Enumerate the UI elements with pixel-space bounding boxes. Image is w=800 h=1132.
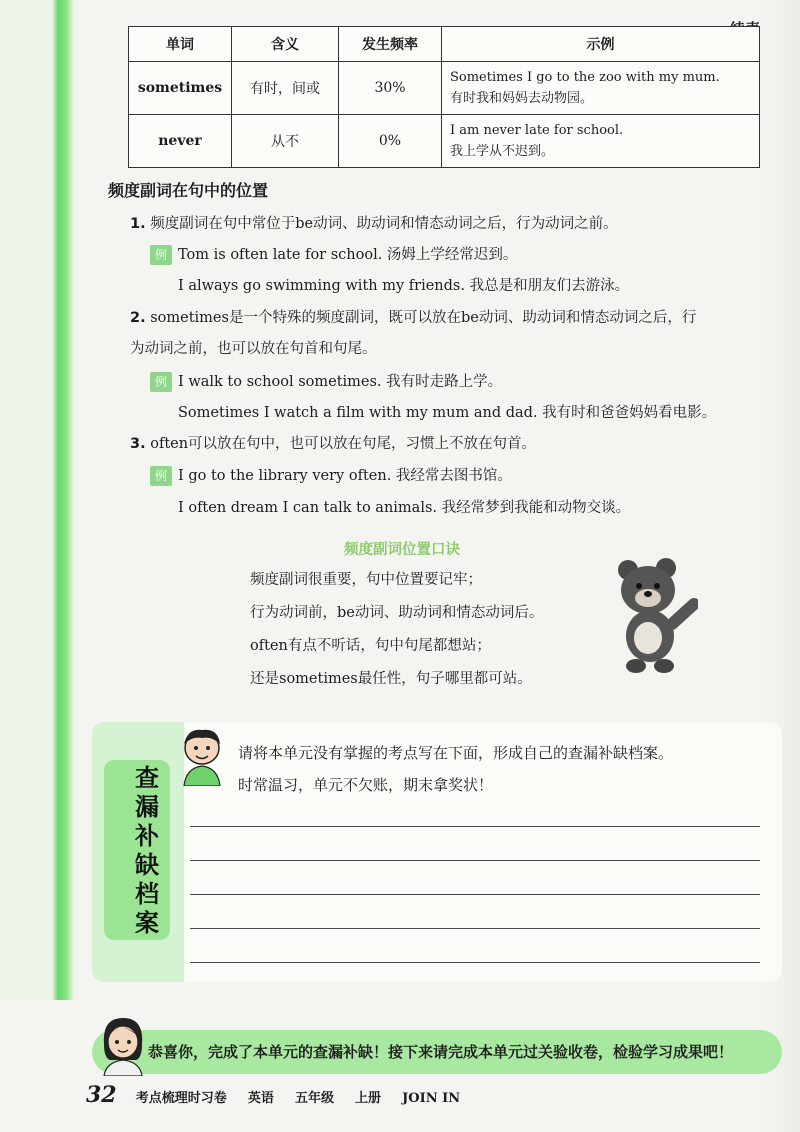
rhyme-title: 频度副词位置口诀 [344,542,460,558]
cell-example [442,62,760,115]
header-meaning: 含义 [232,27,339,62]
cell-example [442,115,760,168]
congrats-text: 恭喜你，完成了本单元的查漏补缺！接下来请完成本单元过关验收卷，检验学习成果吧！ [148,1043,734,1061]
review-side-label-text [127,764,167,938]
writing-line [190,894,760,895]
rule-text: often可以放在句中，也可以放在句尾，习惯上不放在句首。 [150,436,537,452]
example-text: Tom is often late for school. 汤姆上学经常迟到。 [178,247,518,263]
header-word: 单词 [129,27,232,62]
example-zh: 我上学从不迟到。 [450,144,555,159]
cell-frequency: 30% [339,62,442,115]
rule-number: 2. [130,310,146,326]
example-3a [150,464,512,486]
example-badge: 例 [150,245,172,265]
writing-line [190,962,760,963]
page-footer [86,1082,476,1108]
rule-1 [130,212,618,233]
rule-3 [130,432,536,453]
example-en: I am never late for school. [450,123,624,138]
side-char: 查 [135,764,159,792]
rule-number: 1. [130,216,146,232]
rule-text: 频度副词在句中常位于be动词、助动词和情态动词之后，行为动词之前。 [150,216,618,232]
writing-line [190,860,760,861]
header-frequency: 发生频率 [339,27,442,62]
review-instructions [238,737,673,801]
cell-word: sometimes [129,62,232,115]
side-char: 缺 [135,851,159,879]
side-char: 漏 [135,793,159,821]
rule-2-line-2: 为动词之前，也可以放在句首和句尾。 [130,341,377,357]
table-row [129,115,760,168]
rule-number: 3. [130,436,146,452]
cell-frequency: 0% [339,115,442,168]
bear-illustration [608,556,698,674]
review-line-2: 时常温习，单元不欠账，期末拿奖状！ [238,776,494,794]
example-3b: I often dream I can talk to animals. 我经常梦到我能和动物交谈。 [178,500,631,516]
frequency-table [128,26,760,168]
example-badge: 例 [150,466,172,486]
rhyme-line: 频度副词很重要，句中位置要记牢； [250,572,482,588]
example-2a [150,370,502,392]
writing-line [190,826,760,827]
example-2b: Sometimes I watch a film with my mum and dad. 我有时和爸爸妈妈看电影。 [178,405,717,421]
footer-subject: 英语 [247,1091,274,1106]
review-line-1: 请将本单元没有掌握的考点写在下面，形成自己的查漏补缺档案。 [238,744,674,762]
table-header-row [129,27,760,62]
cell-word: never [129,115,232,168]
cell-meaning: 有时，间或 [232,62,339,115]
example-en: Sometimes I go to the zoo with my mum. [450,70,720,85]
boy-avatar [174,726,230,786]
side-char: 补 [135,822,159,850]
footer-term: 上册 [355,1091,382,1106]
footer-grade: 五年级 [294,1091,334,1106]
writing-line [190,928,760,929]
cell-meaning: 从不 [232,115,339,168]
example-zh: 有时我和妈妈去动物园。 [450,91,594,106]
girl-avatar [96,1014,150,1076]
footer-book: 考点梳理时习卷 [135,1091,227,1106]
page-number: 32 [86,1082,117,1108]
rule-text: sometimes是一个特殊的频度副词，既可以放在be动词、助动词和情态动词之后，行 [150,310,697,326]
section-title: 频度副词在句中的位置 [108,181,269,200]
rhyme-line: 行为动词前，be动词、助动词和情态动词后。 [250,605,544,621]
rhyme-line: 还是sometimes最任性，句子哪里都可站。 [250,671,532,687]
example-badge: 例 [150,372,172,392]
side-char: 档 [135,880,159,908]
table-row [129,62,760,115]
side-char: 案 [135,909,159,937]
green-side-strip [0,0,78,1000]
footer-edition: JOIN IN [402,1091,461,1106]
example-text: I go to the library very often. 我经常去图书馆。 [178,468,512,484]
example-1a [150,243,517,265]
rhyme-line: often有点不听话，句中句尾都想站； [250,638,491,654]
example-text: I walk to school sometimes. 我有时走路上学。 [178,374,503,390]
header-example: 示例 [442,27,760,62]
rule-2-line-1 [130,306,696,327]
example-1b: I always go swimming with my friends. 我总是和朋友们去游泳。 [178,278,630,294]
